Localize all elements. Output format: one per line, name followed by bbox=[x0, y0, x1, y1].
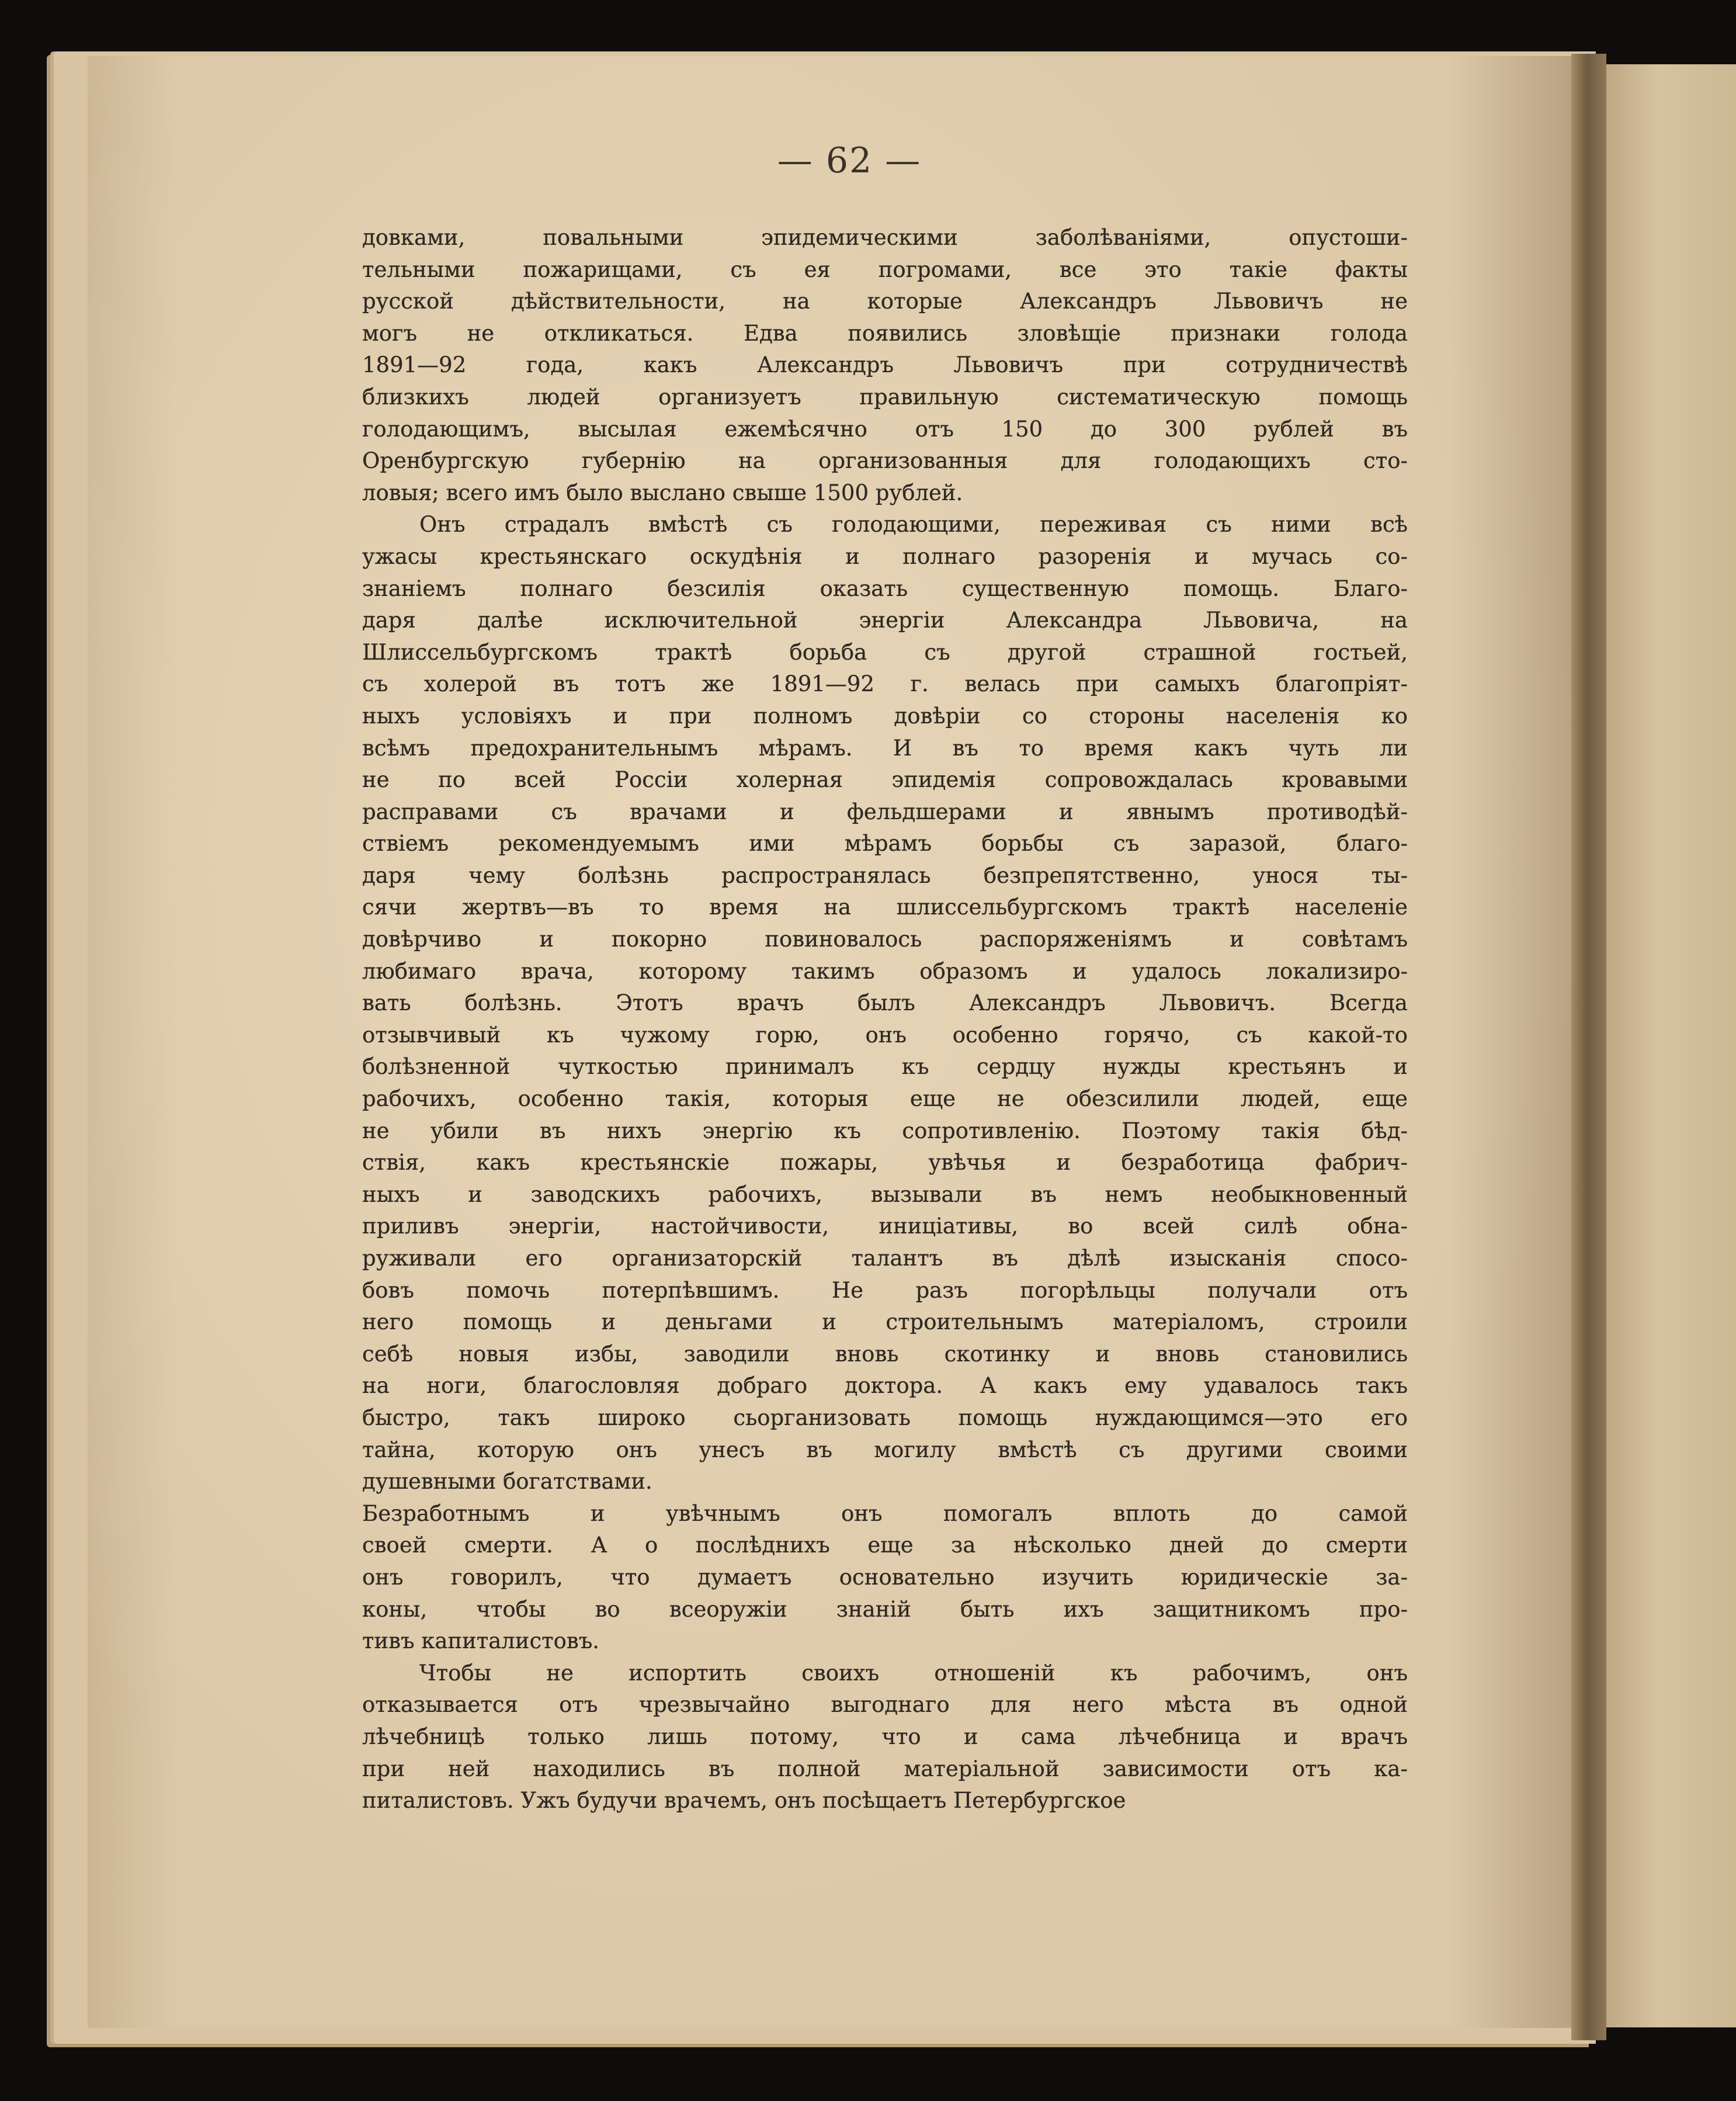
text-line: Чтобы не испортить своихъ отношеній къ рабочимъ, онъ bbox=[419, 1660, 1408, 1686]
body-text bbox=[362, 222, 1408, 1817]
text-line: ствія, какъ крестьянскіе пожары, увѣчья и безработица фабрич- bbox=[362, 1150, 1408, 1176]
text-line: на ноги, благословляя добраго доктора. А какъ ему удавалось такъ bbox=[362, 1373, 1408, 1399]
text-line: даря далѣе исключительной энергіи Александра Львовича, на bbox=[362, 608, 1408, 633]
text-line: онъ говорилъ, что думаетъ основательно изучить юридическіе за- bbox=[362, 1564, 1408, 1590]
book-spine bbox=[1571, 54, 1606, 2040]
text-line: не убили въ нихъ энергію къ сопротивленію. Поэтому такія бѣд- bbox=[362, 1118, 1408, 1143]
text-line: русской дѣйствительности, на которые Александръ Львовичъ не bbox=[362, 289, 1408, 314]
text-line: 1891—92 года, какъ Александръ Львовичъ при сотрудничествѣ bbox=[362, 352, 1408, 378]
text-line: Оренбургскую губернію на организованныя для голодающихъ сто- bbox=[362, 448, 1408, 474]
text-line: съ холерой въ тотъ же 1891—92 г. велась при самыхъ благопріят- bbox=[362, 671, 1408, 697]
text-line: болѣзненной чуткостью принималъ къ сердцу нужды крестьянъ и bbox=[362, 1054, 1408, 1080]
text-line: не по всей Россіи холерная эпидемія сопровождалась кровавыми bbox=[362, 767, 1408, 793]
text-line: сячи жертвъ—въ то время на шлиссельбургскомъ трактѣ населеніе bbox=[362, 895, 1408, 920]
text-line: довѣрчиво и покорно повиновалось распоряженіямъ и совѣтамъ bbox=[362, 927, 1408, 952]
text-line: тельными пожарищами, съ ея погромами, все это такіе факты bbox=[362, 256, 1408, 282]
text-line: себѣ новыя избы, заводили вновь скотинку и вновь становились bbox=[362, 1341, 1408, 1367]
paragraph bbox=[362, 509, 1408, 1497]
text-line: приливъ энергіи, настойчивости, иниціативы, во всей силѣ обна- bbox=[362, 1214, 1408, 1239]
text-line: Безработнымъ и увѣчнымъ онъ помогалъ вплоть до самой bbox=[362, 1500, 1408, 1526]
text-line: рабочихъ, особенно такія, которыя еще не обезсилили людей, еще bbox=[362, 1086, 1408, 1112]
text-line: ужасы крестьянскаго оскудѣнія и полнаго разоренія и мучась со- bbox=[362, 543, 1408, 569]
text-line: быстро, такъ широко сьорганизовать помощь нуждающимся—это его bbox=[362, 1405, 1408, 1430]
text-line: ствіемъ рекомендуемымъ ими мѣрамъ борьбы съ заразой, благо- bbox=[362, 831, 1408, 857]
text-line: бовъ помочь потерпѣвшимъ. Не разъ погорѣльцы получали отъ bbox=[362, 1277, 1408, 1303]
text-line: отказывается отъ чрезвычайно выгоднаго для него мѣста въ одной bbox=[362, 1692, 1408, 1718]
text-line: руживали его организаторскій талантъ въ дѣлѣ изысканія спосо- bbox=[362, 1246, 1408, 1271]
text-line: коны, чтобы во всеоружіи знаній быть ихъ защитникомъ про- bbox=[362, 1596, 1408, 1622]
text-line: тайна, которую онъ унесъ въ могилу вмѣстѣ съ другими своими bbox=[362, 1437, 1408, 1462]
text-line: лѣчебницѣ только лишь потому, что и сама лѣчебница и врачъ bbox=[362, 1724, 1408, 1749]
text-line: отзывчивый къ чужому горю, онъ особенно горячо, съ какой-то bbox=[362, 1022, 1408, 1048]
text-line: голодающимъ, высылая ежемѣсячно отъ 150 до 300 рублей въ bbox=[362, 416, 1408, 442]
text-line: могъ не откликаться. Едва появились зловѣщіе признаки голода bbox=[362, 320, 1408, 346]
paragraph bbox=[362, 1658, 1408, 1817]
text-line: вать болѣзнь. Этотъ врачъ былъ Александръ Львовичъ. Всегда bbox=[362, 990, 1408, 1016]
text-line: близкихъ людей организуетъ правильную систематическую помощь bbox=[362, 384, 1408, 410]
text-line: ныхъ и заводскихъ рабочихъ, вызывали въ немъ необыкновенный bbox=[362, 1181, 1408, 1207]
text-line: Онъ страдалъ вмѣстѣ съ голодающими, переживая съ ними всѣ bbox=[419, 512, 1408, 538]
text-line: Шлиссельбургскомъ трактѣ борьба съ другой страшной гостьей, bbox=[362, 639, 1408, 665]
text-line: довками, повальными эпидемическими заболѣваніями, опустоши- bbox=[362, 225, 1408, 250]
text-line: своей смерти. А о послѣднихъ еще за нѣсколько дней до смерти bbox=[362, 1533, 1408, 1558]
paragraph bbox=[362, 222, 1408, 509]
text-line: при ней находились въ полной матеріальной зависимости отъ ка- bbox=[362, 1756, 1408, 1781]
page-number: — 62 — bbox=[777, 140, 922, 181]
text-line: питалистовъ. Ужъ будучи врачемъ, онъ посѣщаетъ Петербургское bbox=[362, 1788, 1126, 1814]
text-line: ловыя; всего имъ было выслано свыше 1500 рублей. bbox=[362, 480, 963, 505]
text-line: всѣмъ предохранительнымъ мѣрамъ. И въ то время какъ чуть ли bbox=[362, 735, 1408, 761]
text-line: него помощь и деньгами и строительнымъ матеріаломъ, строили bbox=[362, 1309, 1408, 1335]
text-line: знаніемъ полнаго безсилія оказать существенную помощь. Благо- bbox=[362, 575, 1408, 601]
text-line: ныхъ условіяхъ и при полномъ довѣріи со стороны населенія ко bbox=[362, 703, 1408, 729]
text-line: тивъ капиталистовъ. bbox=[362, 1628, 600, 1654]
paragraph bbox=[362, 1498, 1408, 1658]
text-line: любимаго врача, которому такимъ образомъ и удалось локализиро- bbox=[362, 958, 1408, 984]
text-line: даря чему болѣзнь распространялась безпрепятственно, унося ты- bbox=[362, 862, 1408, 888]
text-line: расправами съ врачами и фельдшерами и явнымъ противодѣй- bbox=[362, 799, 1408, 824]
facing-page-edge bbox=[1606, 64, 1736, 2027]
text-line: душевными богатствами. bbox=[362, 1469, 652, 1495]
